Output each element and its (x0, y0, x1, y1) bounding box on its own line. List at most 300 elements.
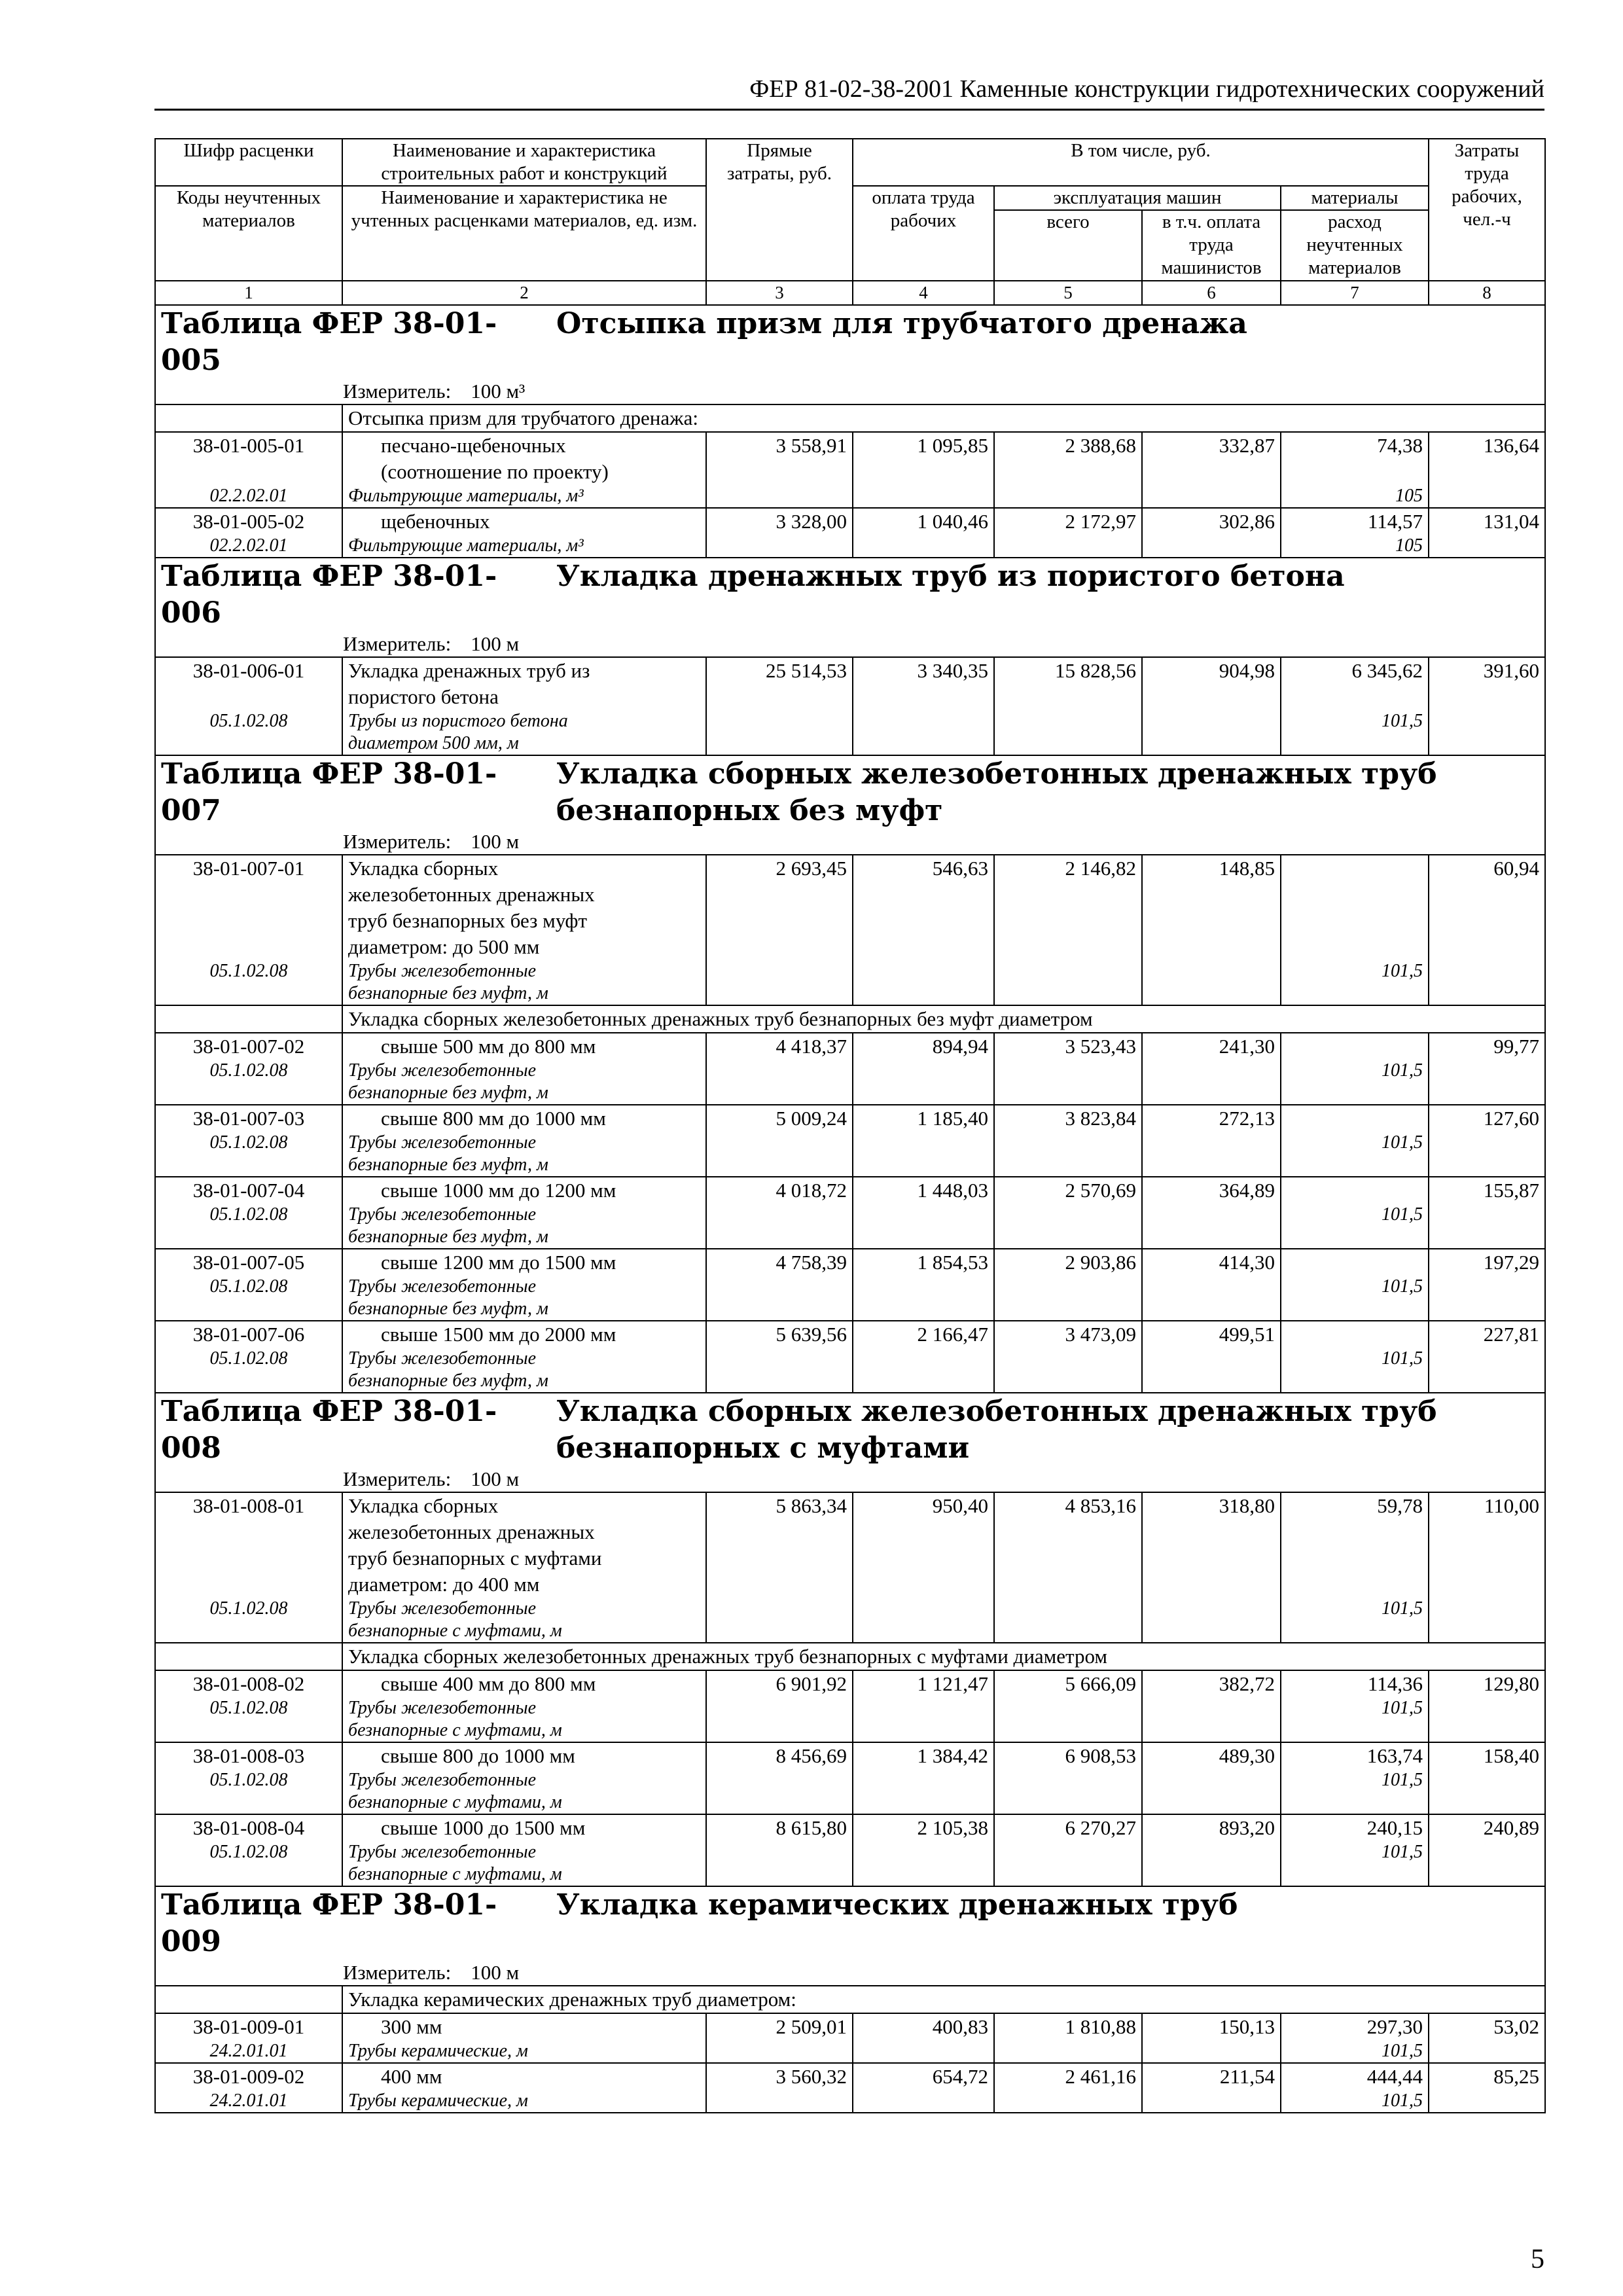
spacer (161, 459, 336, 485)
material-quantity: 105 (1395, 535, 1423, 556)
table-body (155, 305, 1545, 2113)
machines-total-value: 3 823,84 (994, 1105, 1142, 1177)
machines-total-value: 2 570,69 (994, 1177, 1142, 1249)
material-quantity: 101,5 (1382, 1132, 1423, 1153)
labor-value: 127,60 (1429, 1105, 1545, 1177)
materials-value: 240,15 (1366, 1816, 1423, 1839)
work-description-cell (342, 2063, 706, 2113)
material-name-line: безнапорные с муфтами, м (348, 1720, 562, 1740)
work-description-line: свыше 400 мм до 800 мм (381, 1672, 596, 1695)
wages-value: 3 340,35 (853, 657, 994, 755)
material-code: 05.1.02.08 (209, 1204, 288, 1225)
work-description-cell (342, 1742, 706, 1814)
table-header (155, 139, 1545, 305)
work-description-line: песчано-щебеночных (381, 434, 566, 457)
spacer (1287, 1545, 1423, 1571)
materials-value (1287, 1105, 1423, 1132)
col-machines-total-header: всего (994, 210, 1142, 281)
group-heading-row (155, 1986, 1545, 2013)
col-labor-header: Затраты труда рабочих, чел.-ч (1429, 139, 1545, 281)
rate-row (155, 1249, 1545, 1321)
machines-total-value: 2 172,97 (994, 508, 1142, 558)
material-quantity: 105 (1395, 486, 1423, 506)
material-quantity: 101,5 (1382, 1598, 1423, 1619)
work-description-line: свыше 1500 мм до 2000 мм (381, 1323, 616, 1346)
rate-code-cell (155, 1492, 342, 1643)
wages-value: 546,63 (853, 855, 994, 1005)
group-heading-row (155, 404, 1545, 432)
work-description-line: свыше 1000 до 1500 мм (381, 1816, 586, 1839)
material-name-line: безнапорные без муфт, м (348, 983, 548, 1003)
wages-value: 2 166,47 (853, 1321, 994, 1393)
labor-value: 391,60 (1429, 657, 1545, 755)
machines-total-value: 3 473,09 (994, 1321, 1142, 1393)
rate-row (155, 1033, 1545, 1105)
work-description-line: Укладка сборных (348, 857, 499, 880)
col-machines-header: эксплуатация машин (994, 186, 1281, 210)
table-title-row (155, 305, 1545, 404)
meter-line (161, 1960, 1539, 1985)
labor-value: 158,40 (1429, 1742, 1545, 1814)
materials-cell (1281, 1742, 1429, 1814)
material-name-line: Трубы из пористого бетона (348, 711, 568, 731)
spacer (1287, 1571, 1423, 1598)
meter-label: Измеритель: (343, 1467, 452, 1490)
material-quantity: 101,5 (1382, 1770, 1423, 1790)
rate-code-cell (155, 1670, 342, 1742)
rate-code-cell (155, 1321, 342, 1393)
spacer (161, 684, 336, 710)
group-spacer (155, 1005, 342, 1033)
meter-label: Измеритель: (343, 632, 452, 655)
wages-value: 1 095,85 (853, 432, 994, 508)
group-heading: Укладка сборных железобетонных дренажных труб безнапорных с муфтами диаметром (342, 1643, 1545, 1670)
machinists-wages-value: 148,85 (1142, 855, 1281, 1005)
materials-value (1287, 1321, 1423, 1348)
column-number: 7 (1281, 281, 1429, 305)
materials-cell (1281, 432, 1429, 508)
wages-value: 400,83 (853, 2013, 994, 2063)
materials-cell (1281, 855, 1429, 1005)
material-name-line: Трубы железобетонные (348, 1276, 537, 1297)
work-description-line: свыше 800 мм до 1000 мм (381, 1107, 606, 1130)
meter-line (161, 829, 1539, 854)
work-description-line: щебеночных (381, 510, 490, 533)
material-code: 05.1.02.08 (209, 1060, 288, 1081)
meter-line (161, 379, 1539, 404)
material-quantity: 101,5 (1382, 1348, 1423, 1369)
wages-value: 1 121,47 (853, 1670, 994, 1742)
material-name-line: Трубы железобетонные (348, 1698, 537, 1718)
meter-value: 100 м (471, 1961, 520, 1984)
wages-value: 1 384,42 (853, 1742, 994, 1814)
column-number: 8 (1429, 281, 1545, 305)
page-header (154, 75, 1544, 111)
rate-row (155, 855, 1545, 1005)
materials-cell (1281, 2063, 1429, 2113)
column-numbers-row (155, 281, 1545, 305)
table-title (155, 558, 1545, 657)
labor-value: 197,29 (1429, 1249, 1545, 1321)
table-title-grid (161, 756, 1539, 829)
material-code: 05.1.02.08 (209, 1698, 288, 1718)
material-code: 24.2.01.01 (209, 2090, 288, 2111)
machinists-wages-value: 499,51 (1142, 1321, 1281, 1393)
material-quantity: 101,5 (1382, 1060, 1423, 1081)
meter-value: 100 м³ (471, 380, 526, 403)
work-description-line: Укладка сборных (348, 1494, 499, 1517)
materials-value: 163,74 (1366, 1744, 1423, 1767)
col-material-codes-header: Коды неучтенных материалов (155, 186, 342, 281)
materials-cell (1281, 1814, 1429, 1886)
materials-value (1287, 1249, 1423, 1276)
machinists-wages-value: 241,30 (1142, 1033, 1281, 1105)
rate-code-cell (155, 657, 342, 755)
rate-row (155, 1105, 1545, 1177)
table-title (155, 1886, 1545, 1986)
rate-row (155, 1670, 1545, 1742)
table-title-grid (161, 1393, 1539, 1467)
table-title (155, 1393, 1545, 1492)
spacer (1287, 1519, 1423, 1545)
table-title (155, 305, 1545, 404)
machinists-wages-value: 302,86 (1142, 508, 1281, 558)
direct-cost-value: 3 558,91 (706, 432, 853, 508)
materials-value (1287, 1177, 1423, 1204)
col-machinists-header: в т.ч. оплата труда машинистов (1142, 210, 1281, 281)
machines-total-value: 5 666,09 (994, 1670, 1142, 1742)
table-code: Таблица ФЕР 38-01-006 (161, 560, 497, 630)
direct-cost-value: 4 418,37 (706, 1033, 853, 1105)
material-code: 05.1.02.08 (209, 961, 288, 981)
spacer (161, 882, 336, 908)
machines-total-value: 2 903,86 (994, 1249, 1142, 1321)
group-spacer (155, 1643, 342, 1670)
work-description-line: 400 мм (381, 2065, 442, 2088)
wages-value: 1 185,40 (853, 1105, 994, 1177)
material-name-line: безнапорные без муфт, м (348, 1227, 548, 1247)
spacer (1287, 908, 1423, 934)
spacer (1287, 882, 1423, 908)
table-title-grid (161, 1887, 1539, 1960)
materials-value (1287, 1033, 1423, 1060)
meter-value: 100 м (471, 1467, 520, 1490)
direct-cost-value: 4 018,72 (706, 1177, 853, 1249)
machinists-wages-value: 414,30 (1142, 1249, 1281, 1321)
material-name-line: диаметром 500 мм, м (348, 733, 519, 753)
rate-row (155, 1742, 1545, 1814)
material-quantity: 101,5 (1382, 711, 1423, 731)
rate-code: 38-01-007-04 (192, 1179, 305, 1202)
machines-total-value: 15 828,56 (994, 657, 1142, 755)
labor-value: 110,00 (1429, 1492, 1545, 1643)
col-material-names-header: Наименование и характеристика не учтенных расценками материалов, ед. изм. (342, 186, 706, 281)
table-name: Укладка сборных железобетонных дренажных труб безнапорных с муфтами (556, 1395, 1437, 1465)
table-name: Укладка дренажных труб из пористого бетона (556, 560, 1345, 593)
table-name: Укладка керамических дренажных труб (556, 1888, 1238, 1922)
material-name-line: Трубы железобетонные (348, 1770, 537, 1790)
work-description-line: пористого бетона (348, 685, 499, 708)
machinists-wages-value: 364,89 (1142, 1177, 1281, 1249)
work-description-line: Укладка дренажных труб из (348, 659, 590, 682)
rate-code-cell (155, 432, 342, 508)
material-name-line: Трубы железобетонные (348, 1132, 537, 1153)
material-name-line: Трубы железобетонные (348, 1842, 537, 1862)
direct-cost-value: 6 901,92 (706, 1670, 853, 1742)
spacer (161, 1545, 336, 1571)
direct-cost-value: 5 863,34 (706, 1492, 853, 1643)
work-description-cell (342, 1033, 706, 1105)
rate-code: 38-01-007-03 (192, 1107, 305, 1130)
rate-code-cell (155, 1177, 342, 1249)
spacer (161, 1519, 336, 1545)
rate-row (155, 2013, 1545, 2063)
wages-value: 894,94 (853, 1033, 994, 1105)
materials-value: 114,57 (1367, 510, 1423, 533)
rate-code: 38-01-008-04 (192, 1816, 305, 1839)
machines-total-value: 6 908,53 (994, 1742, 1142, 1814)
work-description-cell (342, 508, 706, 558)
col-materials-header: материалы (1281, 186, 1429, 210)
direct-cost-value: 5 009,24 (706, 1105, 853, 1177)
material-name-line: Трубы керамические, м (348, 2090, 528, 2111)
machinists-wages-value: 382,72 (1142, 1670, 1281, 1742)
column-number: 4 (853, 281, 994, 305)
rate-code: 38-01-009-02 (192, 2065, 305, 2088)
meter-line (161, 632, 1539, 656)
rate-code-cell (155, 1742, 342, 1814)
rate-row (155, 1321, 1545, 1393)
machines-total-value: 2 461,16 (994, 2063, 1142, 2113)
direct-cost-value: 3 328,00 (706, 508, 853, 558)
group-heading: Укладка керамических дренажных труб диаметром: (342, 1986, 1545, 2013)
rate-code-cell (155, 2063, 342, 2113)
meter-value: 100 м (471, 632, 520, 655)
machines-total-value: 1 810,88 (994, 2013, 1142, 2063)
machinists-wages-value: 489,30 (1142, 1742, 1281, 1814)
col-code-header: Шифр расценки (155, 139, 342, 186)
materials-value: 74,38 (1377, 434, 1423, 457)
table-name: Укладка сборных железобетонных дренажных труб безнапорных без муфт (556, 757, 1437, 827)
material-code: 05.1.02.08 (209, 711, 288, 731)
direct-cost-value: 4 758,39 (706, 1249, 853, 1321)
materials-cell (1281, 1321, 1429, 1393)
material-name-line: безнапорные с муфтами, м (348, 1792, 562, 1812)
material-code: 05.1.02.08 (209, 1132, 288, 1153)
work-description-cell (342, 1177, 706, 1249)
column-number: 3 (706, 281, 853, 305)
work-description-line: (соотношение по проекту) (381, 460, 609, 483)
table-code: Таблица ФЕР 38-01-009 (161, 1888, 497, 1958)
machines-total-value: 4 853,16 (994, 1492, 1142, 1643)
material-name-line: безнапорные без муфт, м (348, 1155, 548, 1175)
table-code: Таблица ФЕР 38-01-007 (161, 757, 497, 827)
group-heading-row (155, 1005, 1545, 1033)
rate-row (155, 432, 1545, 508)
table-title-grid (161, 558, 1539, 632)
machinists-wages-value: 904,98 (1142, 657, 1281, 755)
material-quantity: 101,5 (1382, 1842, 1423, 1862)
rate-code: 38-01-005-01 (192, 434, 305, 457)
material-name-line: Трубы керамические, м (348, 2041, 528, 2061)
work-description-line: труб безнапорных без муфт (348, 909, 588, 932)
material-name-line: Трубы железобетонные (348, 1204, 537, 1225)
direct-cost-value: 8 615,80 (706, 1814, 853, 1886)
material-code: 05.1.02.08 (209, 1842, 288, 1862)
meter-value: 100 м (471, 830, 520, 853)
material-code: 02.2.02.01 (209, 486, 288, 506)
rate-row (155, 1492, 1545, 1643)
meter-label: Измеритель: (343, 1961, 452, 1984)
spacer (1287, 934, 1423, 960)
machines-total-value: 2 146,82 (994, 855, 1142, 1005)
material-name-line: Трубы железобетонные (348, 1060, 537, 1081)
machinists-wages-value: 332,87 (1142, 432, 1281, 508)
wages-value: 2 105,38 (853, 1814, 994, 1886)
machines-total-value: 3 523,43 (994, 1033, 1142, 1105)
group-spacer (155, 1986, 342, 2013)
materials-value: 59,78 (1377, 1494, 1423, 1517)
meter-label: Измеритель: (343, 380, 452, 403)
material-code: 24.2.01.01 (209, 2041, 288, 2061)
machinists-wages-value: 893,20 (1142, 1814, 1281, 1886)
rate-row (155, 1814, 1545, 1886)
material-name-line: Трубы железобетонные (348, 1348, 537, 1369)
material-quantity: 101,5 (1382, 1698, 1423, 1718)
materials-cell (1281, 1177, 1429, 1249)
materials-value (1287, 855, 1423, 882)
wages-value: 1 040,46 (853, 508, 994, 558)
rate-code: 38-01-007-05 (192, 1251, 305, 1274)
rate-code: 38-01-007-01 (192, 857, 305, 880)
work-description-line: 300 мм (381, 2015, 442, 2038)
work-description-cell (342, 855, 706, 1005)
materials-cell (1281, 1033, 1429, 1105)
rate-code: 38-01-007-02 (192, 1035, 305, 1058)
table-code: Таблица ФЕР 38-01-008 (161, 1395, 497, 1465)
work-description-cell (342, 1249, 706, 1321)
labor-value: 85,25 (1429, 2063, 1545, 2113)
material-code: 02.2.02.01 (209, 535, 288, 556)
meter-label: Измеритель: (343, 830, 452, 853)
rate-code-cell (155, 1033, 342, 1105)
machines-total-value: 6 270,27 (994, 1814, 1142, 1886)
material-name-line: безнапорные без муфт, м (348, 1083, 548, 1103)
work-description-cell (342, 657, 706, 755)
work-description-line: свыше 800 до 1000 мм (381, 1744, 575, 1767)
column-number: 5 (994, 281, 1142, 305)
table-title-row (155, 558, 1545, 657)
rate-code-cell (155, 1105, 342, 1177)
material-name-line: безнапорные с муфтами, м (348, 1621, 562, 1641)
col-name-header: Наименование и характеристика строительных работ и конструкций (342, 139, 706, 186)
col-material-usage-header: расход неучтенных материалов (1281, 210, 1429, 281)
material-quantity: 101,5 (1382, 2041, 1423, 2061)
materials-value: 6 345,62 (1351, 659, 1423, 682)
group-spacer (155, 404, 342, 432)
labor-value: 53,02 (1429, 2013, 1545, 2063)
work-description-cell (342, 1670, 706, 1742)
spacer (161, 908, 336, 934)
spacer (1287, 459, 1423, 485)
work-description-line: свыше 500 мм до 800 мм (381, 1035, 596, 1058)
rate-code: 38-01-009-01 (192, 2015, 305, 2038)
rate-code-cell (155, 1814, 342, 1886)
materials-cell (1281, 508, 1429, 558)
page-number: 5 (1531, 2244, 1544, 2274)
machinists-wages-value: 272,13 (1142, 1105, 1281, 1177)
rate-row (155, 1177, 1545, 1249)
work-description-cell (342, 1105, 706, 1177)
rate-code-cell (155, 2013, 342, 2063)
materials-value: 297,30 (1366, 2015, 1423, 2038)
price-table (154, 138, 1546, 2113)
material-name-line: безнапорные без муфт, м (348, 1299, 548, 1319)
rate-row (155, 508, 1545, 558)
work-description-line: труб безнапорных с муфтами (348, 1547, 602, 1570)
rate-code: 38-01-008-01 (192, 1494, 305, 1517)
column-number: 1 (155, 281, 342, 305)
materials-cell (1281, 2013, 1429, 2063)
work-description-cell (342, 1492, 706, 1643)
rate-row (155, 657, 1545, 755)
work-description-cell (342, 432, 706, 508)
col-wages-header: оплата труда рабочих (853, 186, 994, 281)
labor-value: 136,64 (1429, 432, 1545, 508)
labor-value: 60,94 (1429, 855, 1545, 1005)
labor-value: 99,77 (1429, 1033, 1545, 1105)
work-description-line: диаметром: до 400 мм (348, 1573, 540, 1596)
direct-cost-value: 2 693,45 (706, 855, 853, 1005)
material-quantity: 101,5 (1382, 1204, 1423, 1225)
table-title-row (155, 1886, 1545, 1986)
materials-cell (1281, 1249, 1429, 1321)
direct-cost-value: 25 514,53 (706, 657, 853, 755)
table-title (155, 755, 1545, 855)
rate-code: 38-01-006-01 (192, 659, 305, 682)
work-description-line: свыше 1200 мм до 1500 мм (381, 1251, 616, 1274)
work-description-cell (342, 1321, 706, 1393)
work-description-line: железобетонных дренажных (348, 1520, 595, 1543)
work-description-cell (342, 1814, 706, 1886)
material-quantity: 101,5 (1382, 961, 1423, 981)
direct-cost-value: 2 509,01 (706, 2013, 853, 2063)
col-incl-header: В том числе, руб. (853, 139, 1429, 186)
table-title-row (155, 755, 1545, 855)
labor-value: 240,89 (1429, 1814, 1545, 1886)
work-description-line: железобетонных дренажных (348, 883, 595, 906)
col-direct-header: Прямые затраты, руб. (706, 139, 853, 281)
spacer (1287, 684, 1423, 710)
materials-cell (1281, 1492, 1429, 1643)
material-name-line: безнапорные с муфтами, м (348, 1864, 562, 1884)
table-title-grid (161, 306, 1539, 379)
material-quantity: 101,5 (1382, 2090, 1423, 2111)
machinists-wages-value: 211,54 (1142, 2063, 1281, 2113)
document-title: ФЕР 81-02-38-2001 Каменные конструкции гидротехнических сооружений (749, 75, 1544, 103)
table-name: Отсыпка призм для трубчатого дренажа (556, 307, 1247, 340)
column-number: 6 (1142, 281, 1281, 305)
material-name-line: безнапорные без муфт, м (348, 1371, 548, 1391)
spacer (161, 934, 336, 960)
labor-value: 131,04 (1429, 508, 1545, 558)
rate-code: 38-01-008-03 (192, 1744, 305, 1767)
rate-code-cell (155, 508, 342, 558)
work-description-cell (342, 2013, 706, 2063)
materials-value: 444,44 (1366, 2065, 1423, 2088)
rate-code: 38-01-008-02 (192, 1672, 305, 1695)
material-code: 05.1.02.08 (209, 1770, 288, 1790)
